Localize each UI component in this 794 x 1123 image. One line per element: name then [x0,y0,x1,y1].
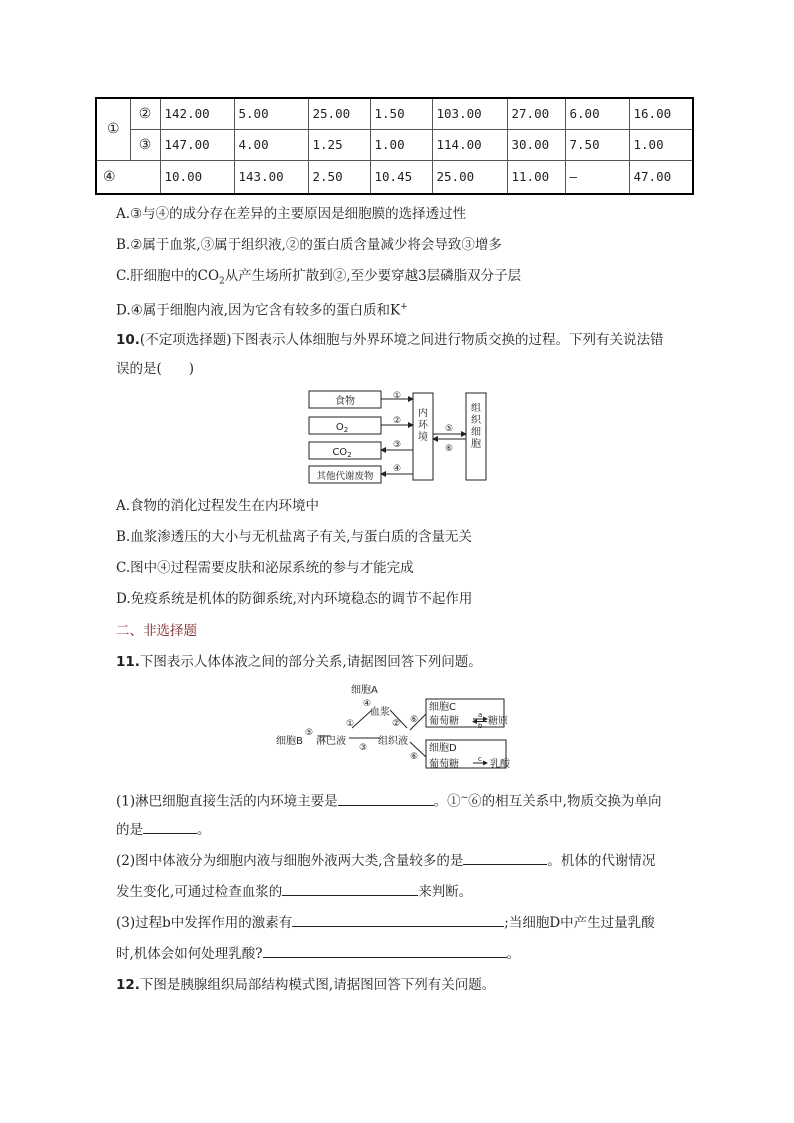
q12-number: 12. [116,977,140,993]
q10-number: 10. [116,332,140,348]
q11-part1-line1 [116,788,661,812]
q11-p1-text: ⑥的相互关系中,物质交换为单向 [468,793,662,810]
table-cell: 10.00 [160,160,234,194]
relation-6b: ⑥ [410,752,419,762]
q10-option-b: B.血浆渗透压的大小与无机盐离子有关,与蛋白质的含量无关 [116,529,473,545]
q11-p2-text: 来判断。 [418,884,473,900]
table-cell: 1.00 [370,129,432,160]
internal-env-label: 内环境 [418,408,428,443]
table-cell: 25.00 [432,160,507,194]
table-cell: 142.00 [160,98,234,129]
relation-5: ⑤ [305,728,314,738]
row-group-label: ④ [96,160,160,194]
q10-diagram [300,386,500,486]
arrow-label-4: ④ [392,464,402,474]
tissue-fluid-label: 组织液 [378,736,408,747]
answer-blank[interactable] [143,819,197,834]
answer-blank[interactable] [292,912,504,927]
arrow-label-5: ⑤ [444,424,454,434]
table-cell: 7.50 [565,129,629,160]
q9-option-c-text2: 从产生场所扩散到②,至少要穿越3层磷脂双分子层 [224,268,522,284]
o2-label: $O_2$ [335,422,349,434]
table-cell: 47.00 [629,160,693,194]
arrow-label-2: ② [392,416,402,426]
q9-option-b: B.②属于血浆,③属于组织液,②的蛋白质含量减少将会导致③增多 [116,237,502,253]
q9-option-c [116,266,521,292]
q11-stem [116,652,482,672]
q11-p1-text: 。 [197,822,211,838]
waste-label: 其他代谢废物 [316,471,374,482]
q11-p3-text: (3)过程b中发挥作用的激素有 [116,915,293,931]
arrow-label-1: ① [392,391,402,401]
plasma-label: 血浆 [370,707,390,718]
table-cell: 6.00 [565,98,629,129]
table-cell: 30.00 [507,129,565,160]
q10-option-a: A.食物的消化过程发生在内环境中 [116,498,320,514]
q9-option-c-text1: C.肝细胞中的CO [116,268,220,284]
food-label: 食物 [335,396,355,407]
table-cell: 5.00 [234,98,308,129]
answer-blank[interactable] [263,943,507,958]
q10-stem-line2: 误的是( ) [116,361,195,377]
glycogen-label: 糖原 [488,716,508,727]
answer-blank[interactable] [282,881,418,896]
q9-option-d-sup: + [400,302,408,312]
q10-option-c: C.图中④过程需要皮肤和泌尿系统的参与才能完成 [116,560,414,576]
q11-p1-text: 的是 [116,822,143,838]
q11-p3-text: 时,机体会如何处理乳酸? [116,946,263,962]
table-cell: 25.00 [308,98,370,129]
table-cell: 1.50 [370,98,432,129]
table-cell: – [565,160,629,194]
q11-part1-line2 [116,819,211,840]
glucose-d-label: 葡萄糖 [429,759,459,770]
table-cell: 11.00 [507,160,565,194]
q11-diagram [274,683,514,775]
table-cell: 4.00 [234,129,308,160]
table-row [96,129,693,160]
answer-blank[interactable] [338,791,434,806]
table-cell: 2.50 [308,160,370,194]
q11-p3-text: ;当细胞D中产生过量乳酸 [504,915,655,931]
q10-option-d: D.免疫系统是机体的防御系统,对内环境稳态的调节不起作用 [116,591,473,607]
cell-d-label: 细胞D [429,743,457,754]
arrow-label-3: ③ [392,440,402,450]
q10-stem-text: (不定项选择题)下图表示人体细胞与外界环境之间进行物质交换的过程。下列有关说法错 [139,332,664,348]
section-title: 二、非选择题 [116,623,197,639]
q12-stem [116,975,495,995]
table-row [96,98,693,129]
q11-number: 11. [116,654,140,670]
relation-4: ④ [363,699,372,709]
q11-part3-line2 [116,943,520,964]
q11-p2-text: 。机体的代谢情况 [547,853,656,869]
q9-option-a: A.③与④的成分存在差异的主要原因是细胞膜的选择透过性 [116,206,467,222]
q12-stem-text: 下图是胰腺组织局部结构模式图,请据图回答下列有关问题。 [139,977,496,993]
q11-stem-text: 下图表示人体体液之间的部分关系,请据图回答下列问题。 [139,654,482,670]
row-sub-label: ② [130,98,160,129]
relation-3: ③ [359,743,368,753]
q9-option-c-sub: 2 [219,276,225,287]
row-group-label: ① [96,98,130,160]
arrow-label-6: ⑥ [444,444,454,454]
q9-option-d-text: D.④属于细胞内液,因为它含有较多的蛋白质和K [116,302,401,319]
table-cell: 1.00 [629,129,693,160]
label-b: b [478,722,483,730]
glucose-c-label: 葡萄糖 [429,716,459,727]
cell-a-label: 细胞A [351,685,378,696]
table-row [96,160,693,194]
q11-p3-text: 。 [506,946,521,962]
lymph-label: 淋巴液 [316,736,346,747]
answer-blank[interactable] [463,850,547,865]
q10-stem-line1 [116,330,663,350]
label-a: a [478,711,483,719]
table-cell: 27.00 [507,98,565,129]
table-cell: 1.25 [308,129,370,160]
co2-label: $CO_2$ [332,447,352,459]
cell-b-label: 细胞B [276,736,303,747]
q11-p1-text: 。① [433,793,461,810]
q11-p1-tilde: ~ [460,793,469,803]
q11-part3-line1 [116,912,655,933]
row-sub-label: ③ [130,129,160,160]
table-cell: 103.00 [432,98,507,129]
table-cell: 10.45 [370,160,432,194]
q11-part2-line2 [116,881,472,902]
relation-2: ② [392,719,401,729]
q11-p2-text: 发生变化,可通过检查血浆的 [116,884,283,900]
table-cell: 114.00 [432,129,507,160]
relation-6a: ⑥ [410,715,419,725]
table-cell: 16.00 [629,98,693,129]
cell-c-label: 细胞C [429,702,456,713]
lactic-label: 乳酸 [490,759,510,770]
q11-part2-line1 [116,850,655,871]
table-cell: 147.00 [160,129,234,160]
q11-p2-text: (2)图中体液分为细胞内液与细胞外液两大类,含量较多的是 [116,853,464,869]
label-c: c [478,755,482,763]
table-cell: 143.00 [234,160,308,194]
relation-1: ① [346,719,355,729]
q11-p1-text: (1)淋巴细胞直接生活的内环境主要是 [116,793,338,810]
tissue-cell-label: 组织细胞 [471,403,481,450]
data-table [95,97,694,195]
q9-option-d [116,297,408,321]
